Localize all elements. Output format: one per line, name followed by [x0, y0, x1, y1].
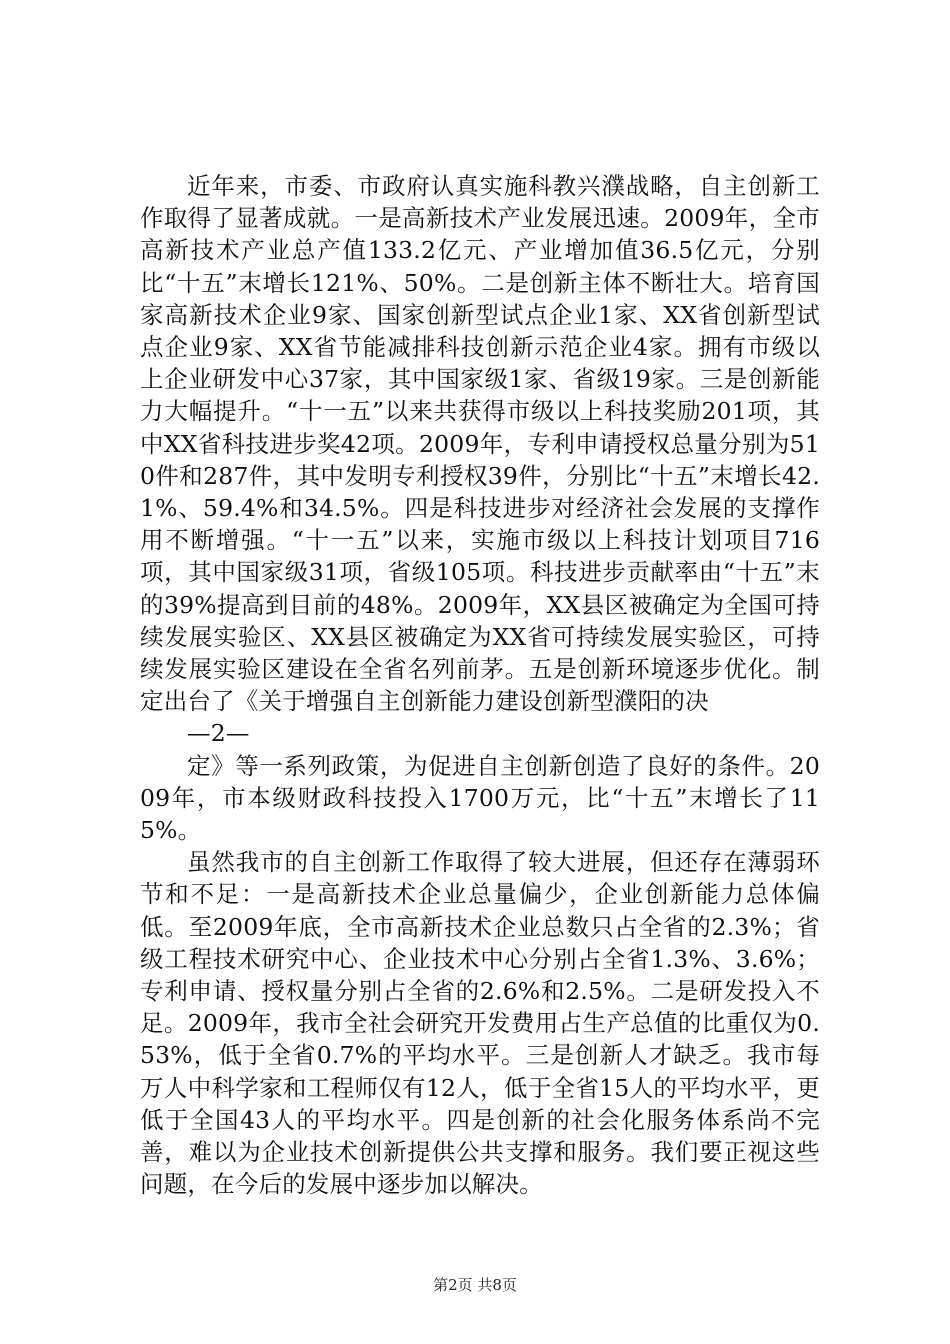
document-body — [140, 170, 820, 1201]
page-footer: 第2页 共8页 — [433, 1276, 517, 1294]
paragraph-achievements: 近年来，市委、市政府认真实施科教兴濮战略，自主创新工作取得了显著成就。一是高新技术产业发展迅速。2009年，全市高新技术产业总产值133.2亿元、产业增加值36.5亿元，分别比“十五”末增长121%、50%。二是创新主体不断壮大。培育国家高新技术企业9家、国家创新型试点企业1家、XX省创新型试点企业9家、XX省节能减排科技创新示范企业4家。拥有市级以上企业研发中心37家，其中国家级1家、省级19家。三是创新能力大幅提升。“十一五”以来共获得市级以上科技奖励201项，其中XX省科技进步奖42项。2009年，专利申请授权总量分别为510件和287件，其中发明专利授权39件，分别比“十五”末增长42.1%、59.4%和34.5%。四是科技进步对经济社会发展的支撑作用不断增强。“十一五”以来，实施市级以上科技计划项目716项，其中国家级31项，省级105项。科技进步贡献率由“十五”末的39%提高到目前的48%。2009年，XX县区被确定为全国可持续发展实验区、XX县区被确定为XX省可持续发展实验区，可持续发展实验区建设在全省名列前茅。五是创新环境逐步优化。制定出台了《关于增强自主创新能力建设创新型濮阳的决 — [140, 172, 820, 716]
paragraph-achievements-continued: 定》等一系列政策，为促进自主创新创造了良好的条件。2009年，市本级财政科技投入1700万元，比“十五”末增长了115%。 — [140, 751, 820, 845]
inline-page-marker: —2— — [187, 719, 250, 748]
paragraph-weaknesses: 虽然我市的自主创新工作取得了较大进展，但还存在薄弱环节和不足：一是高新技术企业总量偏少，企业创新能力总体偏低。至2009年底，全市高新技术企业总数只占全省的2.3%；省级工程技术研究中心、企业技术中心分别占全省1.3%、3.6%；专利申请、授权量分别占全省的2.6%和2.5%。二是研发投入不足。2009年，我市全社会研究开发费用占生产总值的比重仅为0.53%，低于全省0.7%的平均水平。三是创新人才缺乏。我市每万人中科学家和工程师仅有12人，低于全省15人的平均水平，更低于全国43人的平均水平。四是创新的社会化服务体系尚不完善，难以为企业技术创新提供公共支撑和服务。我们要正视这些问题，在今后的发展中逐步加以解决。 — [140, 848, 820, 1199]
